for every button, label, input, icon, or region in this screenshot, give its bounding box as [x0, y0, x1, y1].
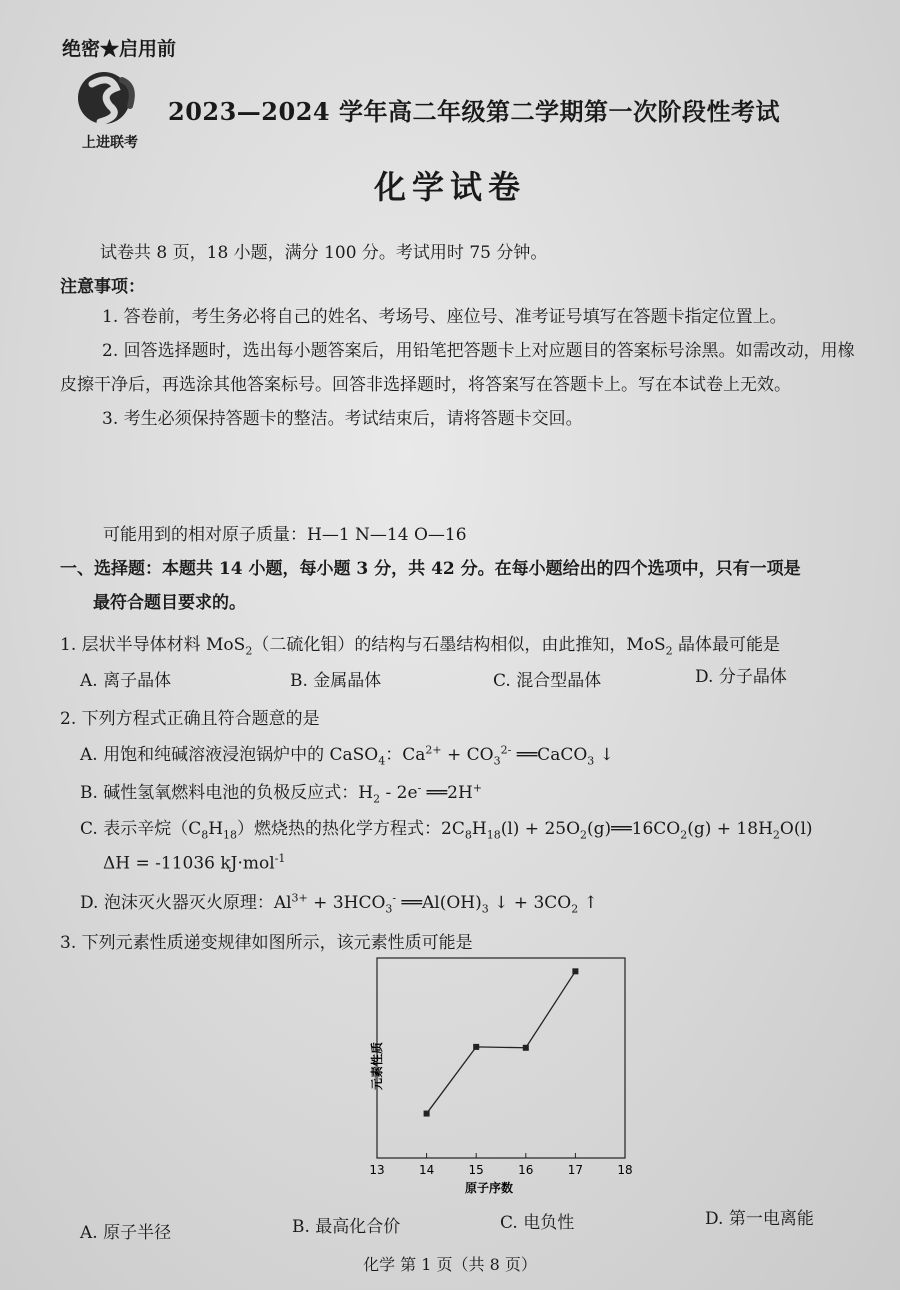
question-2-stem: 2. 下列方程式正确且符合题意的是	[60, 709, 320, 729]
x-tick-label: 15	[468, 1163, 484, 1177]
x-tick-label: 16	[518, 1163, 534, 1177]
element-property-chart	[365, 950, 635, 1200]
question-1-stem: 1. 层状半导体材料 MoS$_2$（二硫化钼）的结构与石墨结构相似，由此推知，MoS$_2$ 晶体最可能是	[60, 635, 781, 658]
logo-text: 上进联考	[82, 135, 138, 151]
notice-item: 2. 回答选择题时，选出每小题答案后，用铅笔把答题卡上对应题目的答案标号涂黑。如需改动，用橡皮擦干净后，再选涂其他答案标号。回答非选择题时，将答案写在答题卡上。写在本试卷上无效。	[60, 341, 855, 395]
notice-item: 1. 答卷前，考生务必将自己的姓名、考场号、座位号、准考证号填写在答题卡指定位置上。	[102, 307, 787, 327]
notice-heading: 注意事项：	[60, 277, 145, 297]
section-heading-line2: 最符合题目要求的。	[93, 593, 246, 613]
q3-option-b[interactable]: B. 最高化合价	[292, 1217, 401, 1237]
brand-logo	[70, 66, 150, 156]
data-point	[523, 1045, 529, 1051]
y-axis-label: 元素性质	[370, 1041, 384, 1091]
data-point	[424, 1111, 430, 1117]
x-tick-label: 18	[617, 1163, 633, 1177]
section-heading	[60, 552, 880, 620]
chart-svg	[365, 950, 635, 1200]
question-3-stem: 3. 下列元素性质递变规律如图所示，该元素性质可能是	[60, 933, 473, 953]
q3-option-a[interactable]: A. 原子半径	[80, 1223, 172, 1243]
logo-icon	[70, 66, 150, 132]
atomic-masses: 可能用到的相对原子质量：H—1 N—14 O—16	[103, 525, 467, 545]
x-axis-label: 原子序数	[464, 1181, 514, 1195]
page-footer: 化学 第 1 页（共 8 页）	[363, 1255, 537, 1274]
q2-option-d[interactable]: D. 泡沫灭火器灭火原理：$Al^{3+} + 3HCO_3^-$ $══Al(OH)_3$ ↓ + $3CO_2$ ↑	[80, 891, 598, 916]
q3-option-c[interactable]: C. 电负性	[500, 1213, 575, 1233]
data-point	[473, 1044, 479, 1050]
notice-item: 3. 考生必须保持答题卡的整洁。考试结束后，请将答题卡交回。	[102, 409, 583, 429]
section-heading-line1: 一、选择题：本题共 14 小题，每小题 3 分，共 42 分。在每小题给出的四个选项中，只有一项是	[60, 559, 801, 579]
q1-option-d[interactable]: D. 分子晶体	[695, 667, 787, 687]
q3-option-d[interactable]: D. 第一电离能	[705, 1209, 814, 1229]
q1-option-c[interactable]: C. 混合型晶体	[493, 671, 602, 691]
exam-title: 2023—2024 学年高二年级第二学期第一次阶段性考试	[168, 97, 780, 126]
q1-option-b[interactable]: B. 金属晶体	[290, 671, 382, 691]
q2-option-c-enthalpy: ΔH = -11036 kJ·mol$^{-1}$	[103, 852, 286, 874]
confidential-label: 绝密★启用前	[62, 38, 177, 60]
plot-frame	[377, 958, 625, 1158]
q1-option-a[interactable]: A. 离子晶体	[80, 671, 172, 691]
x-tick-label: 17	[567, 1163, 584, 1177]
q2-option-c[interactable]: C. 表示辛烷$(C_8H_{18})$燃烧热的热化学方程式：$2C_8H_{18}(l)$ + $25O_2(g)══16CO_2(g) + 18H_2O(l)$	[80, 819, 813, 842]
intro-text: 试卷共 8 页，18 小题，满分 100 分。考试用时 75 分钟。	[100, 243, 548, 263]
subject-title: 化学试卷	[373, 168, 526, 206]
x-tick-label: 14	[418, 1163, 435, 1177]
q2-option-a[interactable]: A. 用饱和纯碱溶液浸泡锅炉中的 CaSO$_4$：$Ca^{2+} + CO_3^{2-}$ ══CaCO$_3$ ↓	[80, 743, 614, 768]
x-tick-label: 13	[369, 1163, 385, 1177]
series-line	[427, 971, 576, 1113]
q2-option-b[interactable]: B. 碱性氢氧燃料电池的负极反应式：$H_2 - 2e^-$ ══2H+	[80, 781, 483, 806]
notice-list	[60, 300, 860, 436]
data-point	[572, 968, 578, 974]
